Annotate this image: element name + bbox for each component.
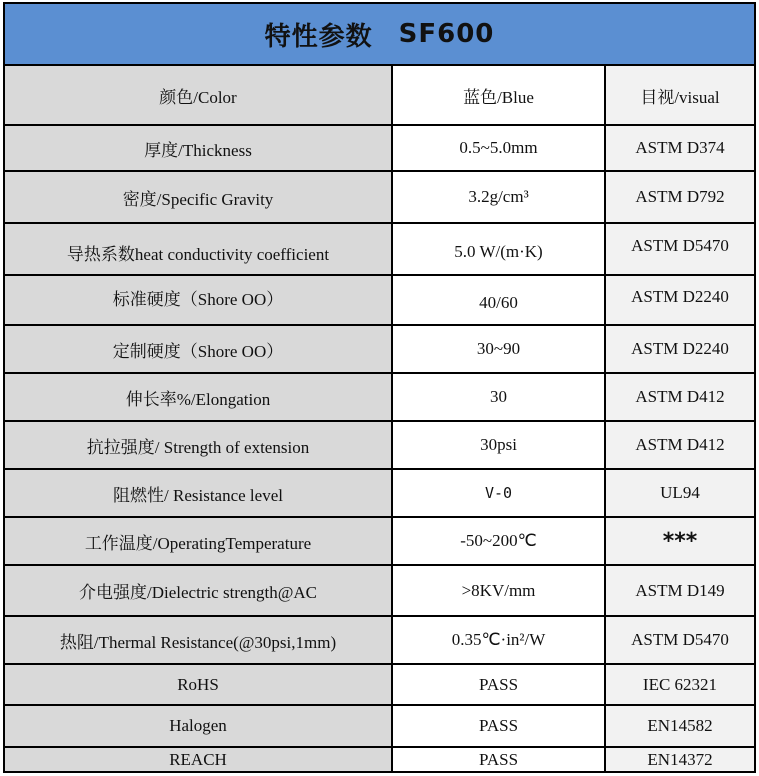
value-cell: -50~200℃ [393, 518, 604, 564]
property-cell: RoHS [5, 665, 391, 704]
method-cell: ASTM D149 [606, 566, 754, 615]
property-cell: REACH [5, 748, 391, 771]
property-cell: 导热系数heat conductivity coefficient [5, 224, 391, 274]
method-cell: ASTM D374 [606, 126, 754, 170]
title-cn: 特性参数 [264, 21, 373, 52]
value-cell: PASS [393, 748, 604, 771]
value-cell: >8KV/mm [393, 566, 604, 615]
spec-table [3, 2, 756, 773]
value-cell: 蓝色/Blue [393, 66, 604, 124]
value-cell: V-0 [393, 470, 604, 516]
table-title [5, 4, 754, 64]
value-cell: 30psi [393, 422, 604, 468]
property-cell: 颜色/Color [5, 66, 391, 124]
property-cell: Halogen [5, 706, 391, 746]
method-cell: 目视/visual [606, 66, 754, 124]
method-cell: ASTM D792 [606, 172, 754, 222]
property-cell: 阻燃性/ Resistance level [5, 470, 391, 516]
value-cell: PASS [393, 706, 604, 746]
property-cell: 工作温度/OperatingTemperature [5, 518, 391, 564]
method-cell: ASTM D5470 [606, 617, 754, 663]
property-cell: 密度/Specific Gravity [5, 172, 391, 222]
property-cell: 定制硬度（Shore OO） [5, 326, 391, 372]
value-cell: 5.0 W/(m·K) [393, 224, 604, 274]
property-cell: 介电强度/Dielectric strength@AC [5, 566, 391, 615]
value-cell: 3.2g/cm³ [393, 172, 604, 222]
value-cell: PASS [393, 665, 604, 704]
value-cell: 0.5~5.0mm [393, 126, 604, 170]
method-cell: *** [606, 518, 754, 564]
method-cell: ASTM D2240 [606, 276, 754, 324]
value-cell: 30~90 [393, 326, 604, 372]
property-cell: 厚度/Thickness [5, 126, 391, 170]
property-cell: 抗拉强度/ Strength of extension [5, 422, 391, 468]
method-cell: EN14372 [606, 748, 754, 771]
title-model: SF600 [398, 19, 495, 49]
method-cell: EN14582 [606, 706, 754, 746]
property-cell: 热阻/Thermal Resistance(@30psi,1mm) [5, 617, 391, 663]
value-cell: 40/60 [393, 276, 604, 324]
property-cell: 伸长率%/Elongation [5, 374, 391, 420]
method-cell: UL94 [606, 470, 754, 516]
method-cell: ASTM D412 [606, 422, 754, 468]
method-cell: ASTM D2240 [606, 326, 754, 372]
method-cell: ASTM D412 [606, 374, 754, 420]
method-cell: ASTM D5470 [606, 224, 754, 274]
value-cell: 0.35℃·in²/W [393, 617, 604, 663]
property-cell: 标准硬度（Shore OO） [5, 276, 391, 324]
value-cell: 30 [393, 374, 604, 420]
method-cell: IEC 62321 [606, 665, 754, 704]
